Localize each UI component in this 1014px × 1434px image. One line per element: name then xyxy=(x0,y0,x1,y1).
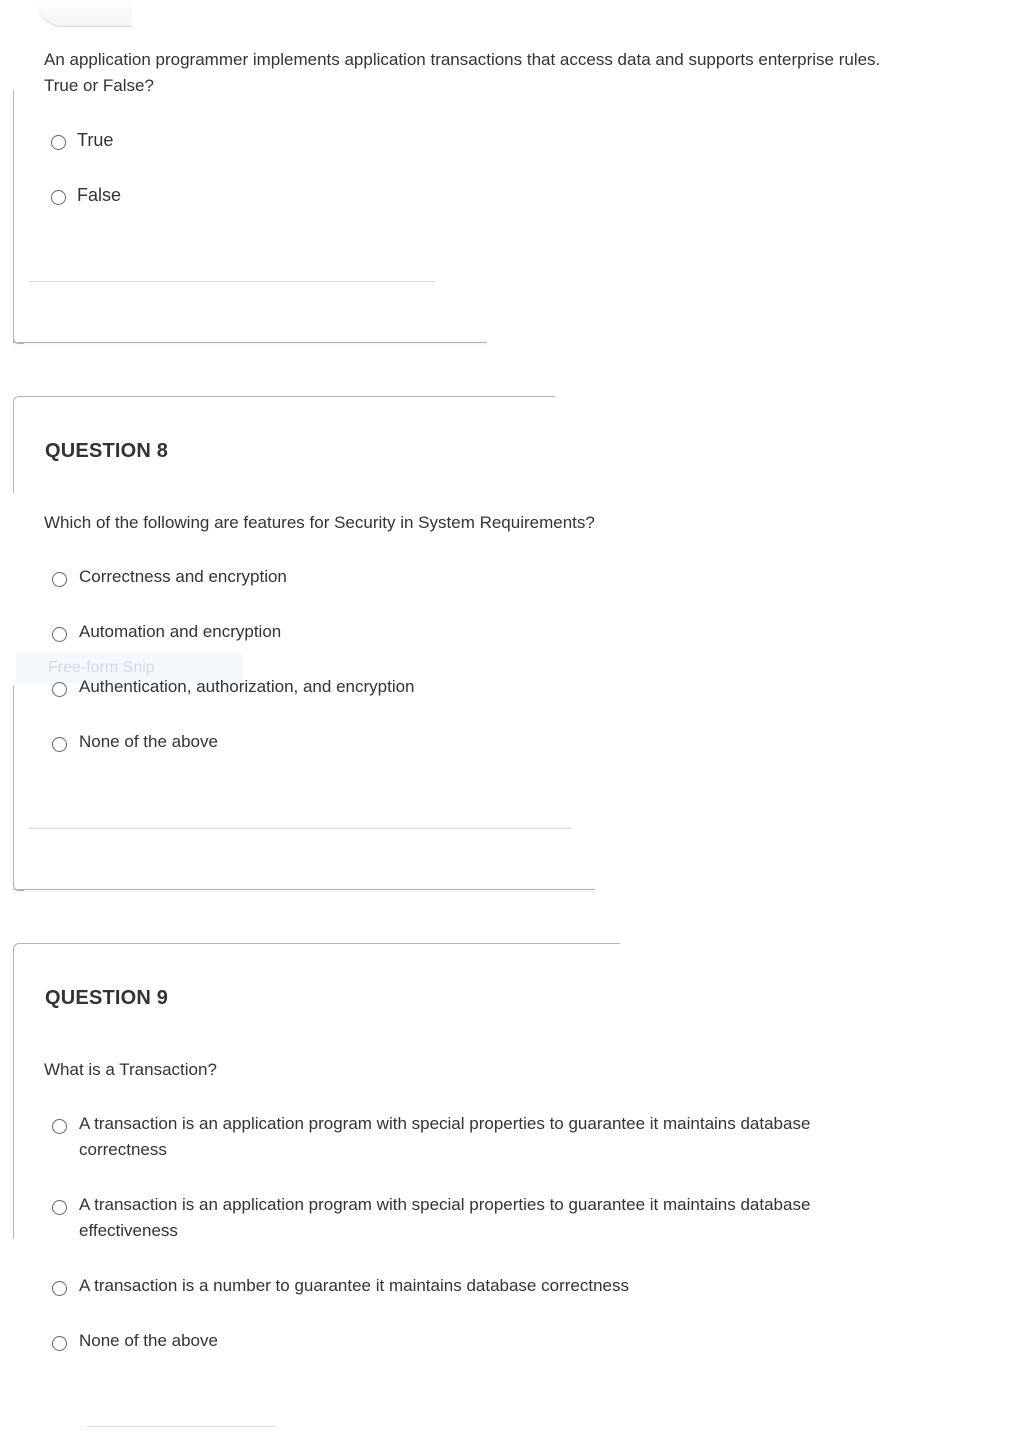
question-7-option-false[interactable] xyxy=(51,182,121,208)
option-label: Authentication, authorization, and encryption xyxy=(79,677,415,696)
radio-button[interactable] xyxy=(52,1281,67,1296)
option-label: A transaction is a number to guarantee it maintains database correctness xyxy=(79,1276,629,1295)
option-label: None of the above xyxy=(79,732,218,751)
question-8-card-left-border xyxy=(13,686,14,881)
question-8-option-2[interactable] xyxy=(52,619,281,645)
question-8-option-4[interactable] xyxy=(52,729,218,755)
radio-button[interactable] xyxy=(51,190,66,205)
radio-button[interactable] xyxy=(52,1336,67,1351)
question-7-stem-line-2: True or False? xyxy=(44,76,154,95)
option-label-line-2: effectiveness xyxy=(79,1221,178,1240)
question-9-option-1[interactable] xyxy=(52,1111,810,1163)
radio-button[interactable] xyxy=(52,1200,67,1215)
question-9-option-2[interactable] xyxy=(52,1192,810,1244)
question-8-option-1[interactable] xyxy=(52,564,287,590)
question-9-divider xyxy=(86,1426,276,1427)
question-8-title: QUESTION 8 xyxy=(45,440,169,462)
question-9-option-3[interactable] xyxy=(52,1273,629,1299)
question-9-stem: What is a Transaction? xyxy=(44,1060,217,1079)
question-7-stem-line-1: An application programmer implements application transactions that access data and supports enterprise rules. xyxy=(44,50,881,69)
option-label xyxy=(79,1192,810,1244)
radio-button[interactable] xyxy=(52,1119,67,1134)
option-label xyxy=(79,1111,810,1163)
question-9-option-4[interactable] xyxy=(52,1328,218,1354)
question-7-divider xyxy=(28,281,436,282)
radio-button[interactable] xyxy=(52,627,67,642)
free-form-snip-overlay: Free-form Snip xyxy=(16,653,242,683)
question-9-title: QUESTION 9 xyxy=(45,987,169,1009)
radio-button[interactable] xyxy=(52,572,67,587)
question-8-option-3[interactable] xyxy=(52,674,415,700)
previous-card-edge xyxy=(36,0,132,27)
radio-button[interactable] xyxy=(51,135,66,150)
option-label: True xyxy=(77,130,114,150)
option-label: False xyxy=(77,185,122,205)
radio-button[interactable] xyxy=(52,737,67,752)
option-label-line-2: correctness xyxy=(79,1140,167,1159)
question-7-card-bottom-border xyxy=(13,342,487,343)
question-8-divider xyxy=(28,828,572,829)
option-label: Correctness and encryption xyxy=(79,567,287,586)
question-8-card-bottom-border xyxy=(13,889,595,890)
question-7-card-left-border xyxy=(13,90,14,342)
option-label: None of the above xyxy=(79,1331,218,1350)
option-label-line-1: A transaction is an application program with special properties to guarantee it maintains database xyxy=(79,1114,811,1133)
radio-button[interactable] xyxy=(52,682,67,697)
question-7-option-true[interactable] xyxy=(51,127,113,153)
question-7-stem xyxy=(44,47,1004,99)
option-label: Automation and encryption xyxy=(79,622,282,641)
option-label-line-1: A transaction is an application program with special properties to guarantee it maintains database xyxy=(79,1195,811,1214)
question-8-stem: Which of the following are features for Security in System Requirements? xyxy=(44,513,595,532)
question-7-card-corner xyxy=(13,333,24,344)
